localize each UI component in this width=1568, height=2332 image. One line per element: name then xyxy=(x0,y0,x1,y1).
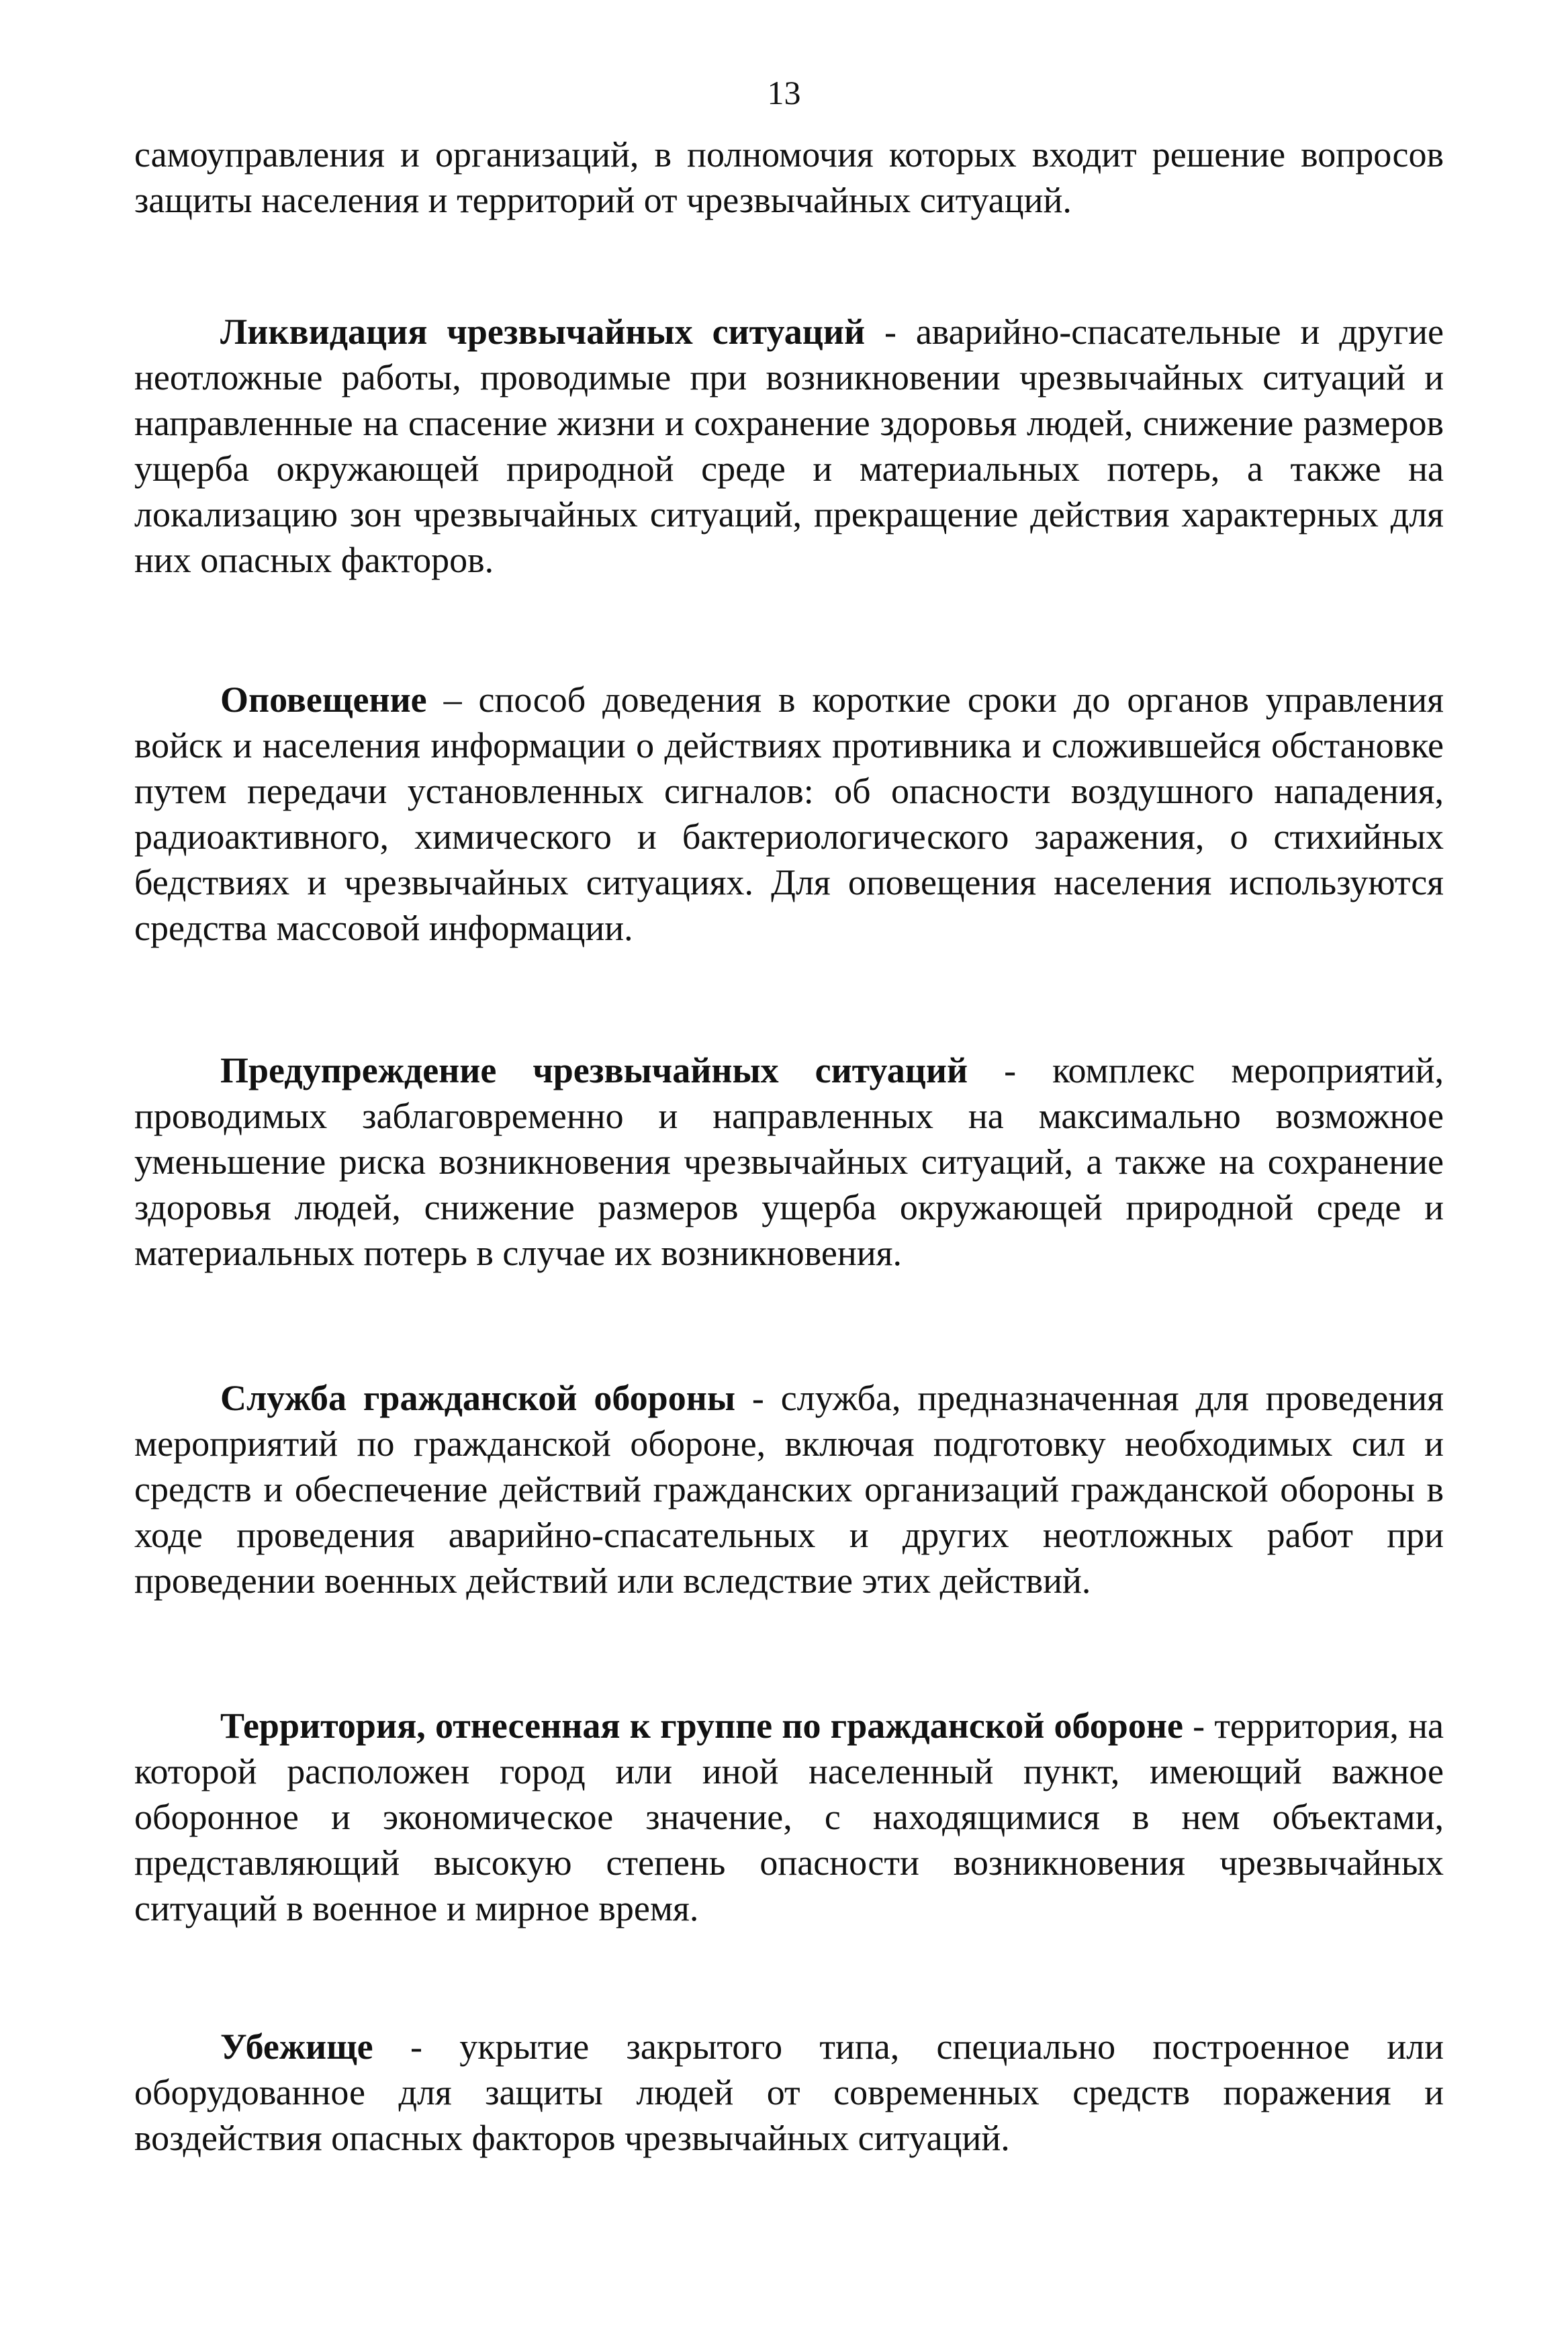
definition-separator: - xyxy=(373,2026,460,2067)
definition-paragraph xyxy=(134,677,1444,951)
definition-separator: – xyxy=(426,680,479,720)
definition-paragraph xyxy=(134,1703,1444,1931)
definition-term: Территория, отнесенная к группе по гражданской обороне xyxy=(220,1706,1183,1746)
definition-text: аварийно-спасательные и другие неотложные работы, проводимые при возникновении чрезвычайных ситуаций и направленные на спасение жизни и сохранение здоровья людей, снижение размеров ущерба окружающей природной среде и материальных потерь, а также на локализацию зон чрезвычайных ситуаций, прекращение действия характерных для них опасных факторов. xyxy=(134,312,1444,580)
definition-term: Убежище xyxy=(220,2026,373,2067)
definition-term: Оповещение xyxy=(220,680,427,720)
definition-text: способ доведения в короткие сроки до органов управления войск и населения информации о действиях противника и сложившейся обстановке путем передачи установленных сигналов: об опасности воздушного нападения, радиоактивного, химического и бактериологического заражения, о стихийных бедствиях и чрезвычайных ситуациях. Для оповещения населения используются средства массовой информации. xyxy=(134,680,1444,948)
definition-term: Предупреждение чрезвычайных ситуаций xyxy=(220,1050,968,1090)
document-body xyxy=(134,132,1444,2161)
definition-text: территория, на которой расположен город или иной населенный пункт, имеющий важное оборонное и экономическое значение, с находящимися в нем объектами, представляющий высокую степень опасности возникновения чрезвычайных ситуаций в военное и мирное время. xyxy=(134,1706,1444,1928)
definition-term: Ликвидация чрезвычайных ситуаций xyxy=(220,312,866,352)
definition-separator: - xyxy=(968,1050,1053,1090)
intro-paragraph: самоуправления и организаций, в полномочия которых входит решение вопросов защиты населения и территорий от чрезвычайных ситуаций. xyxy=(134,134,1444,220)
definition-paragraph xyxy=(134,309,1444,583)
definition-separator: - xyxy=(1183,1706,1215,1746)
definition-paragraph xyxy=(134,1047,1444,1276)
definition-text: укрытие закрытого типа, специально построенное или оборудованное для защиты людей от современных средств поражения и воздействия опасных факторов чрезвычайных ситуаций. xyxy=(134,2026,1444,2158)
definition-text: комплекс мероприятий, проводимых заблаговременно и направленных на максимально возможное уменьшение риска возникновения чрезвычайных ситуаций, а также на сохранение здоровья людей, снижение размеров ущерба окружающей природной среде и материальных потерь в случае их возникновения. xyxy=(134,1050,1444,1273)
page-number: 13 xyxy=(767,74,801,111)
definition-term: Служба гражданской обороны xyxy=(220,1378,735,1418)
definition-text: служба, предназначенная для проведения мероприятий по гражданской обороне, включая подготовку необходимых сил и средств и обеспечение действий гражданских организаций гражданской обороны в ходе проведения аварийно-спасательных и других неотложных работ при проведении военных действий или вследствие этих действий. xyxy=(134,1378,1444,1601)
definition-separator: - xyxy=(865,312,916,352)
definition-separator: - xyxy=(735,1378,781,1418)
definition-paragraph xyxy=(134,2024,1444,2161)
definition-paragraph xyxy=(134,1375,1444,1603)
